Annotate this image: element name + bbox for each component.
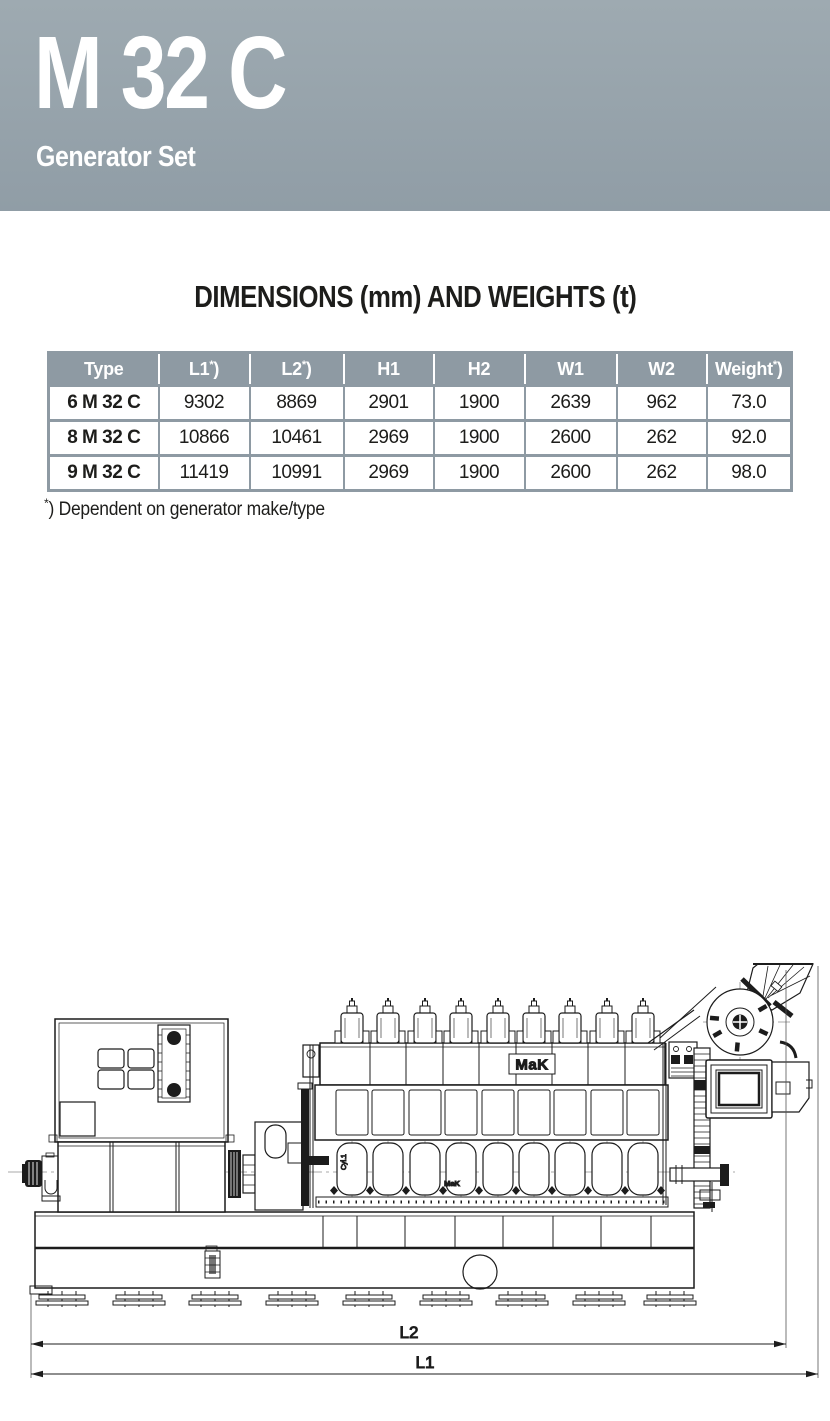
mak-logo: MaK [515, 1056, 549, 1074]
footnote: *) Dependent on generator make/type [44, 495, 325, 520]
cylinder-1-label: Cyl.1 [341, 1154, 348, 1170]
table-cell: 1900 [434, 456, 525, 491]
table-cell: 262 [617, 421, 707, 456]
table-cell: 262 [617, 456, 707, 491]
turbo-outlet-box [772, 1042, 812, 1112]
table-cell: 73.0 [707, 386, 792, 421]
mounting-feet [36, 1291, 696, 1307]
table-cell: 10461 [250, 421, 344, 456]
column-header-weight: Weight*) [707, 353, 792, 386]
mak-logo-small: MaK [444, 1179, 460, 1188]
column-header-h1: H1 [344, 353, 434, 386]
table-row [49, 421, 792, 456]
table-cell: 2901 [344, 386, 434, 421]
baseframe [30, 1212, 694, 1294]
table-cell: 2639 [525, 386, 617, 421]
table-cell: 2969 [344, 456, 434, 491]
exhaust-manifold [320, 1043, 665, 1085]
page-subtitle: Generator Set [36, 141, 196, 173]
footnote-asterisk: * [44, 495, 49, 511]
table-cell: 2600 [525, 421, 617, 456]
generator [49, 1019, 234, 1212]
table-cell: 11419 [159, 456, 250, 491]
dimension-l1-label: L1 [415, 1353, 435, 1372]
table-cell: 10866 [159, 421, 250, 456]
charge-air-cooler [706, 1060, 772, 1118]
crankcase-doors [330, 1143, 665, 1195]
camshaft-covers [315, 1085, 668, 1140]
coupling [228, 1150, 255, 1198]
column-header-type: Type [49, 353, 159, 386]
column-header-w2: W2 [617, 353, 707, 386]
dimension-l1 [31, 1353, 818, 1377]
cylinder-heads [335, 998, 660, 1043]
silencer-disc [707, 989, 773, 1055]
header-banner [0, 0, 830, 211]
column-header-l2: L2*) [250, 353, 344, 386]
column-header-h2: H2 [434, 353, 525, 386]
shaft-end [22, 1153, 60, 1201]
table-row [49, 386, 792, 421]
column-header-w1: W1 [525, 353, 617, 386]
table-cell: 10991 [250, 456, 344, 491]
table-cell: 9 M 32 C [49, 456, 159, 491]
table-cell: 2969 [344, 421, 434, 456]
table-row [49, 456, 792, 491]
oil-pan-rail [316, 1197, 668, 1207]
section-title: DIMENSIONS (mm) AND WEIGHTS (t) [194, 279, 637, 314]
table-cell: 8 M 32 C [49, 421, 159, 456]
generator-body [58, 1142, 225, 1212]
table-cell: 962 [617, 386, 707, 421]
table-cell: 1900 [434, 421, 525, 456]
page-title: M 32 C [34, 15, 286, 130]
turbocharger [670, 964, 813, 1212]
engine [303, 998, 668, 1208]
dimension-l2 [31, 1323, 786, 1347]
dimension-l2-label: L2 [399, 1323, 419, 1342]
table-cell: 2600 [525, 456, 617, 491]
table-cell: 1900 [434, 386, 525, 421]
table-cell: 6 M 32 C [49, 386, 159, 421]
table-cell: 8869 [250, 386, 344, 421]
table-cell: 98.0 [707, 456, 792, 491]
table-cell: 92.0 [707, 421, 792, 456]
table-cell: 9302 [159, 386, 250, 421]
dimensions-table [47, 351, 793, 492]
technical-drawing [0, 950, 830, 1390]
column-header-l1: L1*) [159, 353, 250, 386]
table-header-row [49, 353, 792, 386]
